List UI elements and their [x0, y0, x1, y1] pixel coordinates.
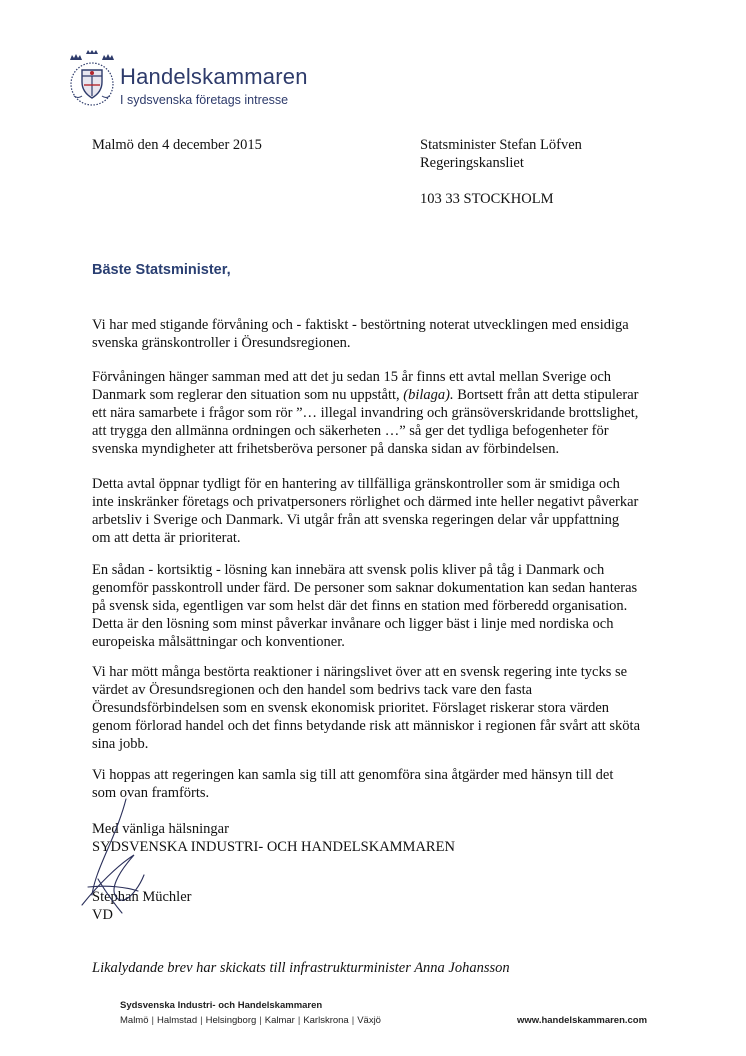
- recipient-block: [420, 136, 582, 208]
- footer-separator: |: [351, 1015, 355, 1026]
- paragraph-line: europeiska målsättningar och konventioner.: [92, 634, 345, 650]
- paragraph-line-text: Danmark som reglerar den situation som nu uppstått,: [92, 387, 400, 403]
- paragraph-line: [92, 386, 638, 404]
- footer-city: Karlskrona: [303, 1015, 349, 1026]
- body-paragraph: [92, 766, 613, 802]
- footer-cities: [120, 1015, 381, 1026]
- salutation: Bäste Statsminister,: [92, 262, 231, 278]
- body-paragraph: [92, 475, 638, 547]
- recipient-name: Statsminister Stefan Löfven: [420, 137, 582, 153]
- footer-website-link[interactable]: www.handelskammaren.com: [517, 1015, 648, 1026]
- footer-organization: Sydsvenska Industri- och Handelskammaren: [120, 1000, 323, 1011]
- footer-separator: |: [259, 1015, 262, 1026]
- paragraph-line: Detta avtal öppnar tydligt för en hantering av tillfälliga gränskontroller som är smidiga och: [92, 476, 620, 492]
- paragraph-line: Detta är den lösning som minst påverkar invånare och ligger bäst i linje med nordiska och: [92, 616, 614, 632]
- closing-block: [92, 820, 455, 856]
- paragraph-line: sina jobb.: [92, 736, 149, 752]
- signer-title: VD: [92, 907, 113, 923]
- paragraph-line: Vi hoppas att regeringen kan samla sig till att genomföra sina åtgärder med hänsyn till det: [92, 767, 614, 783]
- footer-separator: |: [200, 1015, 203, 1026]
- paragraph-line: inte inskränker företags och privatpersoners rörlighet och därmed inte heller negativt påverkar: [92, 494, 639, 510]
- crowned-shield-emblem-icon: [62, 50, 122, 112]
- recipient-address: 103 33 STOCKHOLM: [420, 191, 554, 207]
- closing-greeting: Med vänliga hälsningar: [92, 821, 229, 837]
- brand-name: Handelskammaren: [120, 64, 308, 89]
- paragraph-line: värdet av Öresundsregionen och den handel som bedrivs tack vare den fasta: [92, 682, 533, 698]
- paragraph-line: Förvåningen hänger samman med att det ju sedan 15 år finns ett avtal mellan Sverige och: [92, 369, 612, 385]
- paragraph-line: ett nära samarbete i frågor som rör ”… illegal invandring och gränsöverskridande brottslighet,: [92, 405, 639, 421]
- footer-city: Halmstad: [156, 1015, 198, 1026]
- paragraph-line: genomför passkontroll under färd. De personer som saknar dokumentation kan sedan hanteras: [92, 580, 638, 596]
- body-paragraph: [92, 561, 637, 651]
- body-paragraph: [92, 368, 638, 458]
- recipient-office: Regeringskansliet: [420, 155, 524, 171]
- attachment-reference: (bilaga).: [399, 387, 454, 403]
- paragraph-line: genom förlorad handel och det finns betydande risk att människor i regionen får svårt att sköta: [92, 718, 641, 734]
- body-paragraph: [92, 663, 640, 753]
- sender-organization: SYDSVENSKA INDUSTRI- OCH HANDELSKAMMAREN: [92, 839, 455, 855]
- footer-city: Kalmar: [264, 1015, 295, 1026]
- paragraph-line: arbetsliv i Sverige och Danmark. Vi utgår från att svenska regeringen delar vår uppfattning: [92, 512, 620, 528]
- body-paragraph: [92, 316, 629, 352]
- paragraph-line: Vi har med stigande förvåning och - faktiskt - bestörtning noterat utvecklingen med ensidiga: [92, 317, 629, 333]
- paragraph-line: på svensk sida, egentligen var som helst där det finns en station med förberedd organisation.: [92, 598, 628, 614]
- letter-date: Malmö den 4 december 2015: [92, 137, 262, 153]
- paragraph-line: svenska gränskontroller i Öresundsregionen.: [92, 335, 351, 351]
- paragraph-line: En sådan - kortsiktig - lösning kan innebära att svensk polis kliver på tåg i Danmark och: [92, 562, 605, 578]
- footer-separator: |: [297, 1015, 301, 1026]
- signer-name: Stephan Müchler: [92, 889, 192, 905]
- paragraph-line: som ovan framförts.: [92, 785, 210, 801]
- paragraph-line: att trygga den allmänna ordningen och säkerheten …” så ger det tydliga befogenheter för: [92, 423, 609, 439]
- paragraph-line: om att detta är prioriterat.: [92, 530, 241, 546]
- footer-city: Växjö: [357, 1015, 381, 1026]
- paragraph-line-text: Bortsett från att detta stipulerar: [453, 387, 639, 403]
- footer-city: Malmö: [120, 1015, 149, 1026]
- paragraph-line: svenska myndigheter att frihetsberöva personer på danska sidan av förbindelsen.: [92, 441, 560, 457]
- signer-block: [92, 888, 191, 924]
- brand-tagline: I sydsvenska företags intresse: [120, 93, 289, 107]
- paragraph-line: Öresundsförbindelsen som en svensk ekonomisk prioritet. Förslaget riskerar stora värden: [92, 700, 610, 716]
- paragraph-line: Vi har mött många bestörta reaktioner i näringslivet över att en svensk regering inte tycks se: [92, 664, 628, 680]
- copy-notice: Likalydande brev har skickats till infrastrukturminister Anna Johansson: [92, 960, 510, 976]
- footer-city: Helsingborg: [205, 1015, 257, 1026]
- footer-separator: |: [151, 1015, 154, 1026]
